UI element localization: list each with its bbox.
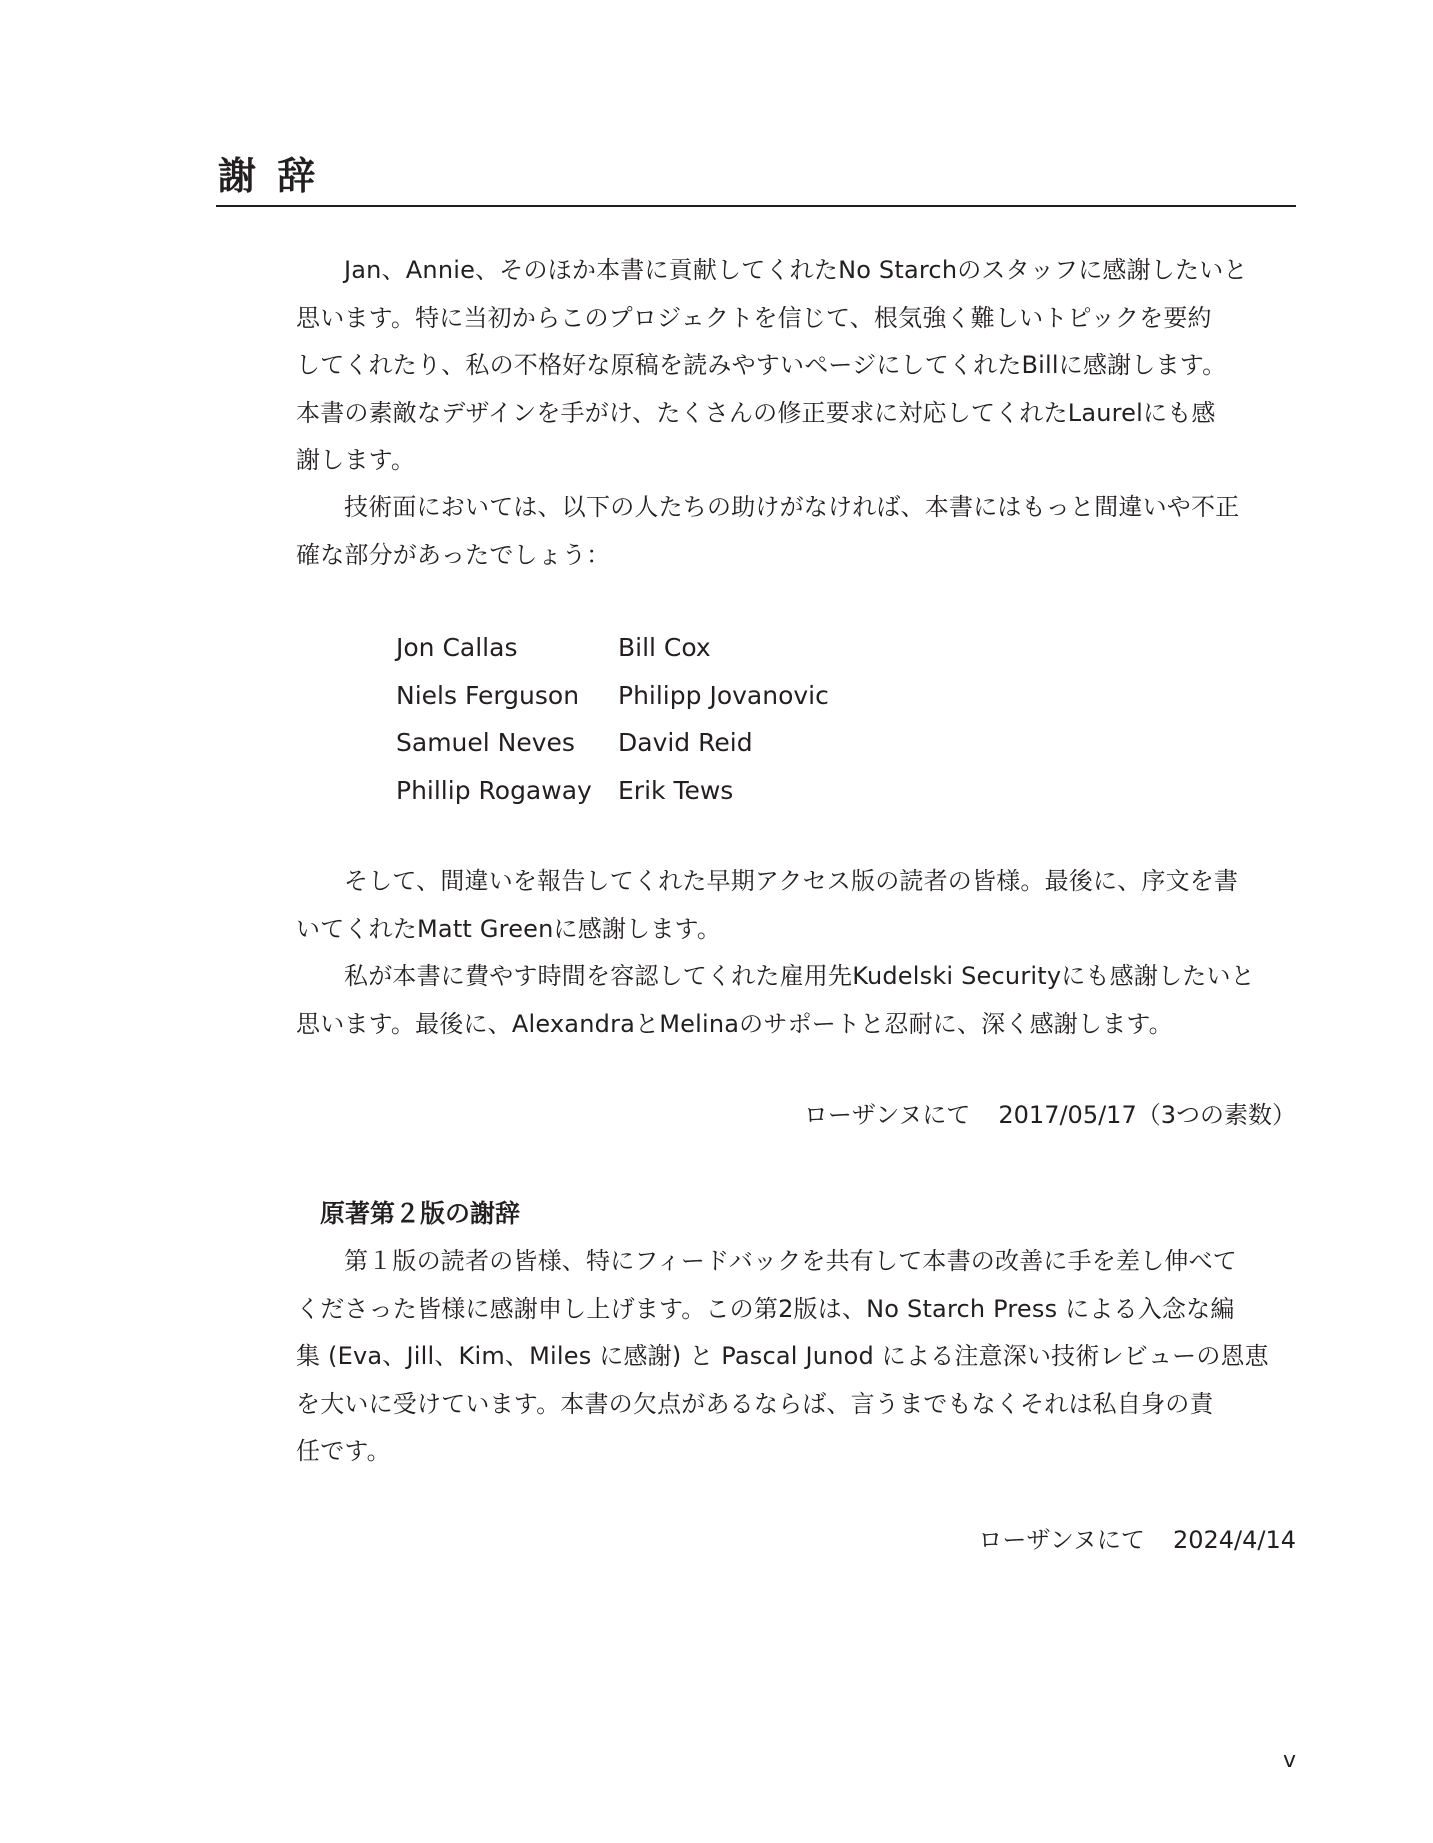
reviewer-name: Niels Ferguson xyxy=(396,680,580,710)
intro-paragraph-2 xyxy=(296,484,1296,579)
reviewers-row xyxy=(396,672,829,720)
reviewers-row xyxy=(396,719,829,767)
second-edition-paragraph xyxy=(296,1238,1296,1476)
reviewer-name: Erik Tews xyxy=(618,775,734,805)
second-edition-paragraph-text: 第１版の読者の皆様、特にフィードバックを共有して本書の改善に手を差し伸べて くださった皆様に感謝申し上げます。この第2版は、No Starch Press による入念な編 集 (Eva、Jill、Kim、Miles に感謝) と Pascal Junod による注意深い技術レビューの恩恵 を大いに受けています。本書の欠点があるならば、言うまでもなくそれは私自身の責 任です。 xyxy=(296,1247,1269,1465)
closing-paragraph-2 xyxy=(296,953,1296,1048)
reviewer-name: Samuel Neves xyxy=(396,728,575,757)
signature-place: ローザンヌにて xyxy=(978,1526,1145,1554)
intro-paragraph-1 xyxy=(296,247,1296,485)
reviewer-name: Bill Cox xyxy=(618,633,711,662)
reviewer-name: Jon Callas xyxy=(396,633,518,662)
signature-second-edition xyxy=(978,1517,1296,1564)
closing-paragraph-1 xyxy=(296,858,1296,953)
page-number: v xyxy=(1282,1748,1296,1773)
signature-place: ローザンヌにて xyxy=(803,1101,971,1129)
intro-paragraph-1-text: Jan、Annie、そのほか本書に貢献してくれたNo Starchのスタッフに感謝したいと 思います。特に当初からこのプロジェクトを信じて、根気強く難しいトピックを要約 してくれたり、私の不格好な原稿を読みやすいページにしてくれたBillに感謝します。 本書の素敵なデザインを手がけ、たくさんの修正要求に対応してくれたLaurelにも感 謝します。 xyxy=(296,256,1248,474)
signature-date: 2017/05/17（3つの素数） xyxy=(998,1101,1296,1129)
closing-paragraph-2-text: 私が本書に費やす時間を容認してくれた雇用先Kudelski Securityにも感謝したいと 思います。最後に、AlexandraとMelinaのサポートと忍耐に、深く感謝します。 xyxy=(296,962,1255,1038)
reviewers-table xyxy=(396,624,829,814)
reviewer-name: Philipp Jovanovic xyxy=(618,680,829,710)
signature-date: 2024/4/14 xyxy=(1172,1526,1296,1554)
reviewers-row xyxy=(396,624,829,672)
second-edition-heading: 原著第２版の謝辞 xyxy=(320,1199,521,1228)
reviewers-row xyxy=(396,767,829,815)
title-rule xyxy=(216,205,1296,207)
page-title: 謝 辞 xyxy=(218,154,320,198)
closing-paragraph-1-text: そして、間違いを報告してくれた早期アクセス版の読者の皆様。最後に、序文を書 いてくれたMatt Greenに感謝します。 xyxy=(296,867,1239,943)
reviewer-name: David Reid xyxy=(618,728,753,757)
reviewer-name: Phillip Rogaway xyxy=(396,775,592,805)
signature-first-edition xyxy=(804,1092,1296,1139)
intro-paragraph-2-text: 技術面においては、以下の人たちの助けがなければ、本書にはもっと間違いや不正 確な部分があったでしょう： xyxy=(296,493,1240,569)
